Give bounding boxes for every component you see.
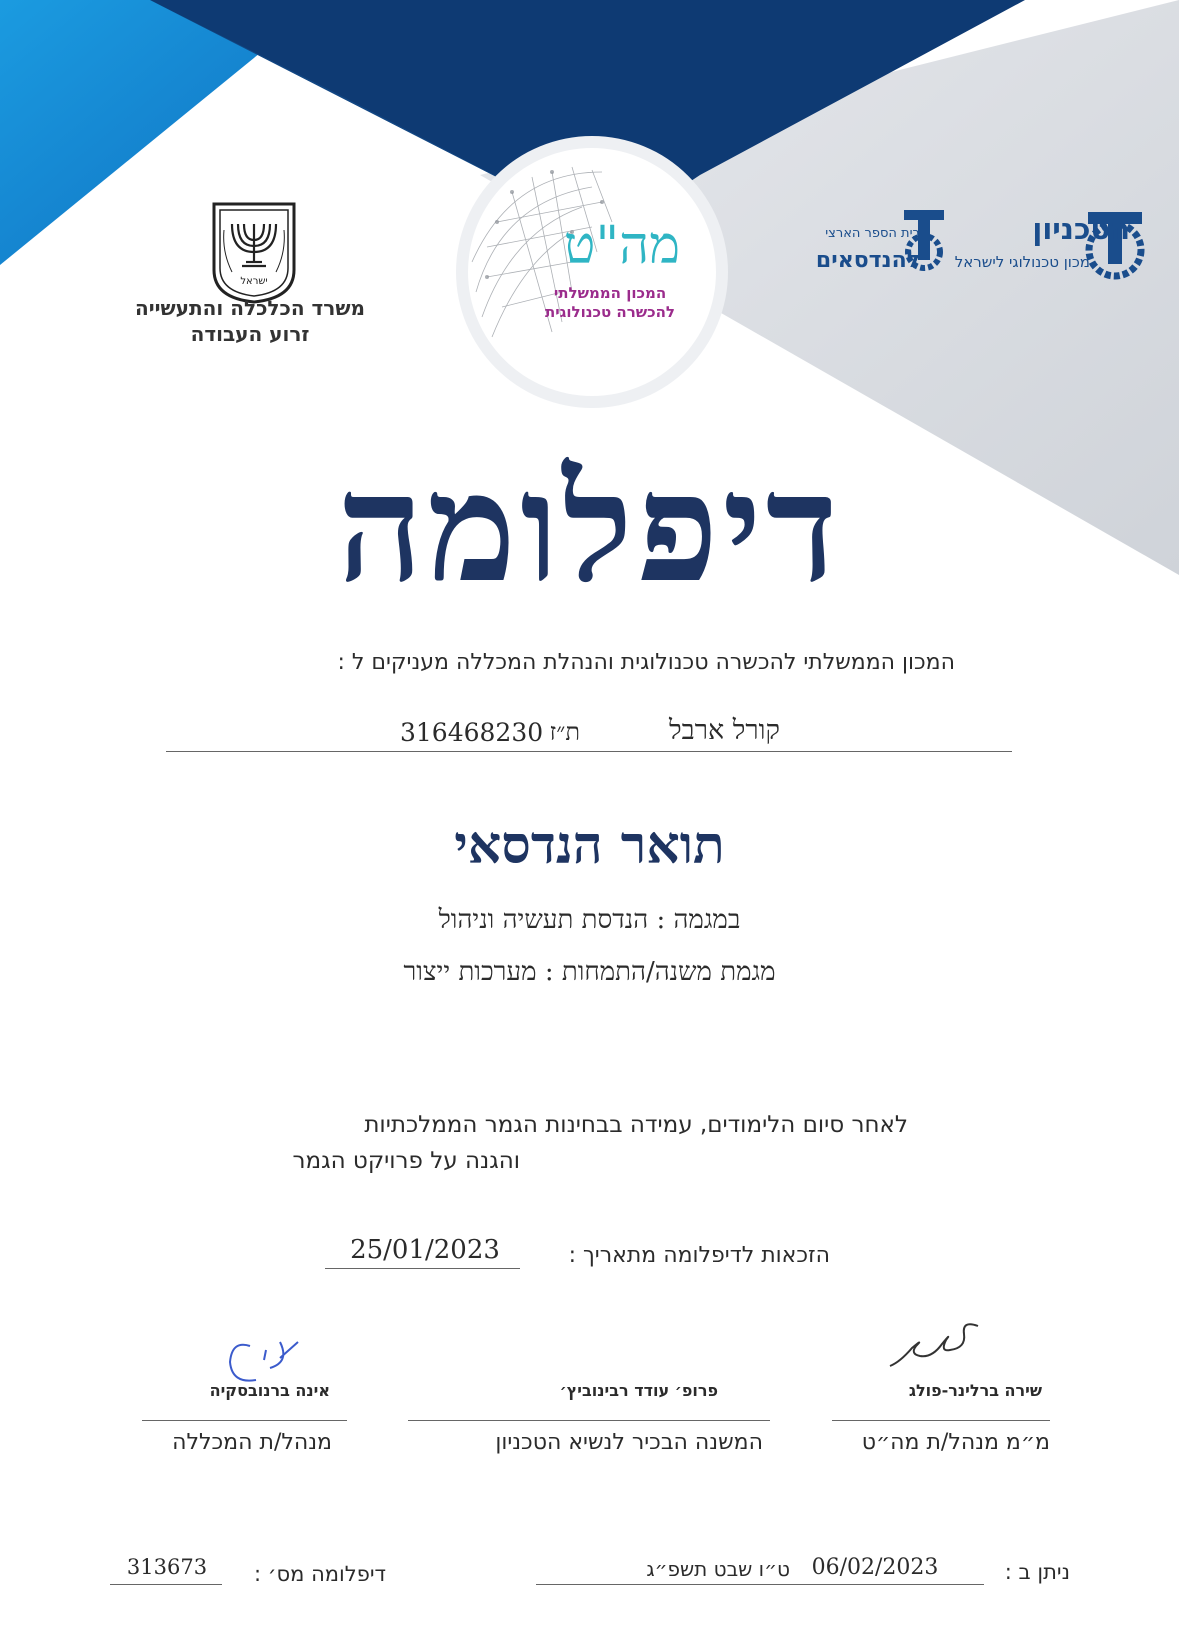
recipient-name: קורל ארבל — [669, 715, 780, 746]
major-text: במגמה : הנדסת תעשיה וניהול — [438, 905, 741, 935]
intro-text: המכון הממשלתי להכשרה טכנולוגית והנהלת המכללה מעניקים ל : — [337, 650, 955, 675]
signer-role-1: מ״מ מנהל/ת מה״ט — [861, 1430, 1050, 1455]
entitlement-date: 25/01/2023 — [350, 1235, 500, 1265]
page-title: דיפלומה — [337, 440, 842, 616]
ministry-name: משרד הכלכלה והתעשייה — [135, 296, 365, 320]
school-label: בית הספר הארצי — [825, 226, 920, 241]
degree-title: תואר הנדסאי — [454, 815, 725, 876]
ministry-division: זרוע העבודה — [190, 322, 310, 346]
signer-name-2: פרופ׳ עודד רבינוביץ׳ — [559, 1381, 718, 1400]
diploma-number: 313673 — [126, 1555, 208, 1579]
signature-scribble-icon — [880, 1318, 1000, 1380]
israel-emblem-icon — [210, 200, 298, 304]
minor-text: מגמת משנה/התמחות : מערכות ייצור — [403, 957, 776, 987]
completion-line2: והגנה על פרויקט הגמר — [292, 1148, 520, 1174]
diploma-number-label: דיפלומה מס׳ : — [254, 1562, 386, 1586]
entitlement-underline — [325, 1268, 520, 1269]
school-name: להנדסאים — [815, 248, 920, 273]
signer-role-3: מנהל/ת המכללה — [172, 1430, 332, 1455]
issued-hebrew-date: ט״ו שבט תשפ״ג — [646, 1557, 790, 1581]
emblem-word: ישראל — [240, 276, 268, 287]
diploma-number-underline — [110, 1584, 222, 1585]
signature-line-3 — [142, 1420, 347, 1421]
technion-subtitle: מכון טכנולוגי לישראל — [954, 253, 1090, 271]
signature-line-2 — [408, 1420, 770, 1421]
technion-name: הטכניון — [1032, 212, 1130, 246]
maht-line1: המכון הממשלתי — [553, 284, 667, 302]
school-logo-icon — [900, 206, 948, 286]
issued-date: 06/02/2023 — [811, 1555, 939, 1580]
completion-line1: לאחר סיום הלימודים, עמידה בבחינות הגמר הממלכתיות — [364, 1112, 908, 1138]
entitlement-label: הזכאות לדיפלומה מתאריך : — [568, 1243, 830, 1268]
maht-line2: להכשרה טכנולוגית — [544, 303, 676, 321]
recipient-underline — [166, 751, 1012, 752]
id-label: ת״ז — [549, 718, 580, 746]
signer-name-1: שירה ברלינר-פולג — [908, 1381, 1042, 1400]
signature-line-1 — [832, 1420, 1050, 1421]
signer-name-3: אינה ברנובסקיה — [209, 1381, 330, 1400]
issued-underline — [536, 1584, 984, 1585]
issued-label: ניתן ב : — [1004, 1560, 1070, 1584]
signer-role-2: המשנה הבכיר לנשיא הטכניון — [495, 1430, 763, 1455]
id-number: 316468230 — [400, 718, 544, 747]
maht-logo-text: מה"ט — [563, 216, 681, 276]
